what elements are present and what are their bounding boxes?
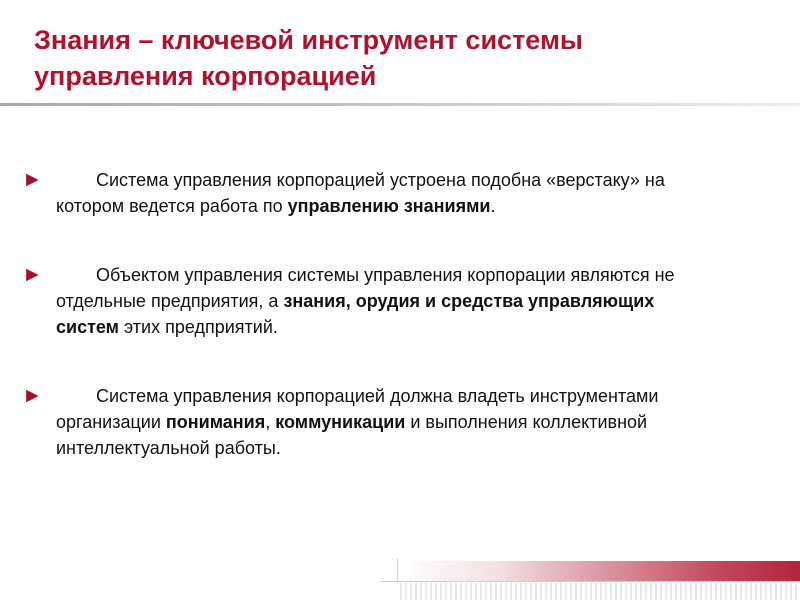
bullet-item-2 (22, 262, 682, 340)
bullet-text: и выполнения коллективной интеллектуальной работы. (56, 412, 648, 458)
bullet-text: Объектом управления системы управления корпорации являются не отдельные предприятия, а (56, 265, 675, 311)
bullet-emphasis: понимания (165, 412, 266, 432)
bullet-item-1 (22, 167, 682, 219)
bullet-text: . (490, 196, 496, 216)
bullet-emphasis: коммуникации (275, 412, 406, 432)
slide-title (34, 22, 774, 94)
slide-title-line-2: управления корпорацией (34, 61, 377, 91)
footer-divider (397, 559, 398, 581)
bullet-triangle-icon: ► (22, 263, 43, 286)
bullet-text: этих предприятий. (119, 317, 278, 337)
bullet-emphasis: знания, орудия и средства управляющих систем (56, 291, 655, 337)
footer-stripe-pattern (400, 583, 800, 600)
bullet-list (22, 167, 682, 461)
bullet-emphasis: управлению знаниями (287, 196, 491, 216)
bullet-triangle-icon: ► (22, 168, 43, 191)
title-divider (0, 103, 800, 106)
footer-rule (380, 581, 800, 582)
bullet-triangle-icon: ► (22, 384, 43, 407)
slide-title-line-1: Знания – ключевой инструмент системы (34, 25, 583, 55)
bullet-text: Система управления корпорацией устроена подобна «верстаку» на котором ведется работа по (56, 170, 665, 216)
footer-gradient-bar (400, 561, 800, 581)
bullet-text: , (265, 412, 276, 432)
bullet-item-3 (22, 383, 682, 461)
bullet-text: Система управления корпорацией должна владеть инструментами организации (56, 386, 659, 432)
